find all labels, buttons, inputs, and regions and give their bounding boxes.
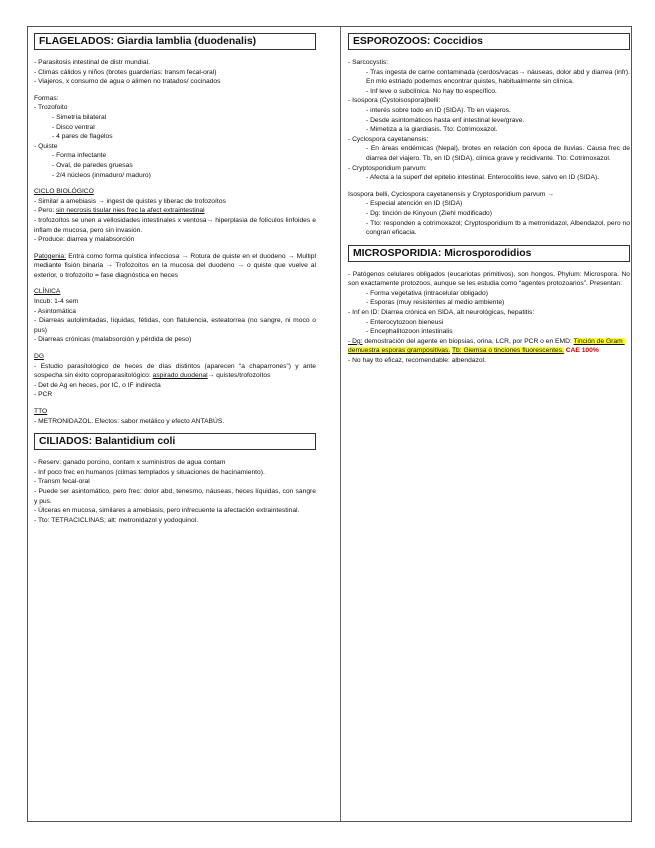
dg-heading: DG [34,353,45,361]
patogenia-section [34,252,316,281]
patogenia-text: Entra como forma quística infecciosa → Rotura de quiste en el duodeno → Multipl mediante fisión binaria → Trofozoítos en la mucosa del duodeno → o quiste que vuelve al exterior, o trofozoíto = fase diagnóstica en heces [34,252,316,279]
micro-line: - Encephalitozoon intestinalis [366,328,453,336]
ciclo-underlined: sin necrosis tisular nies frec la afect extraintestinal [55,207,205,215]
clinica-heading: CLÍNICA [34,288,61,296]
sarco-line: - Tras ingesta de carne contaminada (cerdos/vacas→ náuseas, dolor abd y diarrea (infr). En mlo estriado podemos encontrar quistes, habitualmente sin clínica. [366,68,632,86]
list-item: - Forma infectante [52,152,107,160]
document-page [27,26,632,822]
micro-line: - Enterocytozoon bieneusi [366,318,444,326]
ciliados-line: - Úlceras en mucosa, similares a amebiasis, pero infrecuente la afectación extraintestinal. [34,507,300,515]
combo-section [348,190,630,238]
clinica-section [34,287,316,345]
intro-line: - Parasitosis intestinal de distr mundial. [34,59,150,66]
list-item: - 4 pares de flagelos [52,133,113,141]
dg-line [34,362,316,381]
ciclo-pero: - Pero: [34,207,56,215]
ciliados-line: - Puede ser asintomático, pero frec: dolor abd, tenesmo, náuseas, heces líquidas, con sangre y pus. [34,487,318,505]
microsporidia-heading: MICROSPORIDIA: Microsporodidios [348,245,630,262]
cyclospora-label: - Cyclospora cayetanensis: [348,135,429,143]
combo-line: - Especial atención en ID (SIDA) [366,200,463,208]
flagelados-heading: FLAGELADOS: Giardia lamblia (duodenalis) [34,33,316,50]
micro-intro: - Patógenos celulares obligados (eucariotas primitivos), son hongos, Phylum: Microspora. No son exactamente protozoos, aunque se les estudia como “agentes protozoarios”. Presentan: [348,270,632,288]
esporozoos-section [348,58,630,183]
ciclo-heading: CICLO BIOLÓGICO [34,188,94,196]
ciliados-section [34,458,316,525]
ciliados-line: - Reserv: ganado porcino, contam x suministros de agua contam [34,459,226,467]
isospora-line: - Desde asintomáticos hasta enf intestinal leve/grave. [366,116,525,124]
intro-line: - Climas cálidos y niños (brotes guarderías: transm fecal-oral) [34,68,217,76]
clinica-line: - Diarreas crónicas (malabsorción y pérdida de peso) [34,336,192,344]
clinica-line: - Asintomática [34,307,76,315]
ciclo-line: - Similar a amebiasis → ingest de quistes y liberac de trofozoítos [34,197,226,205]
left-column [34,33,316,532]
patogenia-label: Patogenia: [34,252,66,260]
trofozoito-label: - Trozofoito [34,104,68,112]
dg-tail: → quistes/trofozoítos [207,372,271,380]
list-item: - 2/4 núcleos (inmaduro/ maduro) [52,171,151,179]
micro-line: - Forma vegetativa (intracelular obligado) [366,289,488,297]
micro-line: - Esporas (muy resistentes al medio ambiente) [366,299,505,307]
isospora-label: - Isospora (Cystoisospora)belli: [348,97,441,105]
column-divider [340,27,341,821]
micro-tto: - No hay tto eficaz, recomendable: albendazol. [348,357,486,365]
dg-line: - PCR [34,391,53,399]
micro-dg-label: - Dg: [348,337,363,345]
dg-underlined: aspirado duodenal [152,372,208,380]
ciliados-heading: CILIADOS: Balantidium coli [34,433,316,450]
list-item: - Oval, de paredes gruesas [52,161,133,169]
clinica-line: - Diarreas autolimitadas, líquidas, fétidas, con flatulencia, esteatorrea (no sangre, ni moco o pus) [34,317,318,334]
ciliados-line: - Transm fecal-oral [34,478,90,486]
sarco-line: - Inf leve o subclínica. No hay tto específico. [366,87,497,95]
ciclo-line [34,206,316,216]
isospora-line: - interés sobre todo en ID (SIDA). Tb en viajeros. [366,106,511,114]
cyclospora-line: - En áreas endémicas (Nepal), brotes en relación con época de lluvias. Causa frec de diarrea del viajero. Tb, en ID (SIDA), clínica grave y recidivante. Tto: Cotrimoxazol. [366,145,632,162]
ciclo-line: - Produce: diarrea y malabsorción [34,236,135,244]
micro-dg-highlight: Tinción de Gram demuestra esporas grampositivas. [348,337,625,355]
dg-text: - Estudio parasitológico de heces de días distintos (aparecen “a chaparrones”) y ante sospecha sin éxito coproparasitológico: [34,362,318,380]
combo-line: - Dg: tinción de Kinyoun (Ziehl modificado) [366,209,493,217]
ciliados-line: - Inf poco frec en humanos (climas templados y situaciones de hacinamiento). [34,468,265,476]
micro-dg-highlight: Tb: Giemsa o tinciones fluorescentes. [451,347,564,355]
ciliados-line: - Tto: TETRACICLINAS; alt: metronidazol y yodoquinol. [34,516,199,524]
cryptosporidium-label: - Cryptosporidium parvum: [348,164,427,172]
micro-dg-text: demostración del agente en biopsias, orina, LCR, por PCR o en EMD: [362,337,574,345]
list-item: - Simetría bilateral [52,113,107,121]
intro-line: - Viajeros, x consumo de agua o alimen no tratados/ cocinados [34,78,221,86]
formas-section [34,94,316,180]
combo-line: - Tto: responden a cotrimoxazol; Cryptosporidium tb a metronidazol, Albendazol, pero no congran eficacia. [366,219,632,237]
dg-section [34,352,316,400]
dg-line: - Det de Ag en heces, por IC, o IF indirecta [34,381,161,389]
cryptosporidium-line: - Afecta a la superf del epitelio intestinal. Enterocolitis leve, salvo en ID (SIDA). [366,174,600,182]
micro-dg-cae: CAE 100% [563,347,599,355]
right-column [348,33,630,373]
micro-inf-label: - Inf en ID: Diarrea crónica en SIDA, alt neurológicas, hepatitis: [348,309,535,317]
formas-label: Formas: [34,94,59,102]
micro-dg-line [348,337,630,356]
combo-intro: Isospora belli, Cyclospora cayetanensis y Cryptosporidium parvum → [348,190,554,198]
sarco-label: - Sarcocystis: [348,59,389,66]
microsporidia-section [348,270,630,366]
esporozoos-heading: ESPOROZOOS: Coccidios [348,33,630,50]
flagelados-intro [34,58,316,87]
tto-line: - METRONIDAZOL. Efectos: sabor metálico y efecto ANTABÚS. [34,417,225,425]
list-item: - Disco ventral [52,123,95,131]
tto-section [34,407,316,426]
isospora-line: - Mimetiza a la giardiasis. Tto: Cotrimoxazol. [366,126,498,134]
ciclo-line: - trofozoítos se unen a vellosidades intestinales x ventosa→ hiperplasia de folículos linfoides e inflam de mucosa, pero sin invasión. [34,216,318,234]
ciclo-section [34,187,316,245]
quiste-label: - Quiste [34,142,58,150]
tto-heading: TTO [34,408,48,415]
clinica-line: Incub: 1-4 sem [34,298,79,306]
